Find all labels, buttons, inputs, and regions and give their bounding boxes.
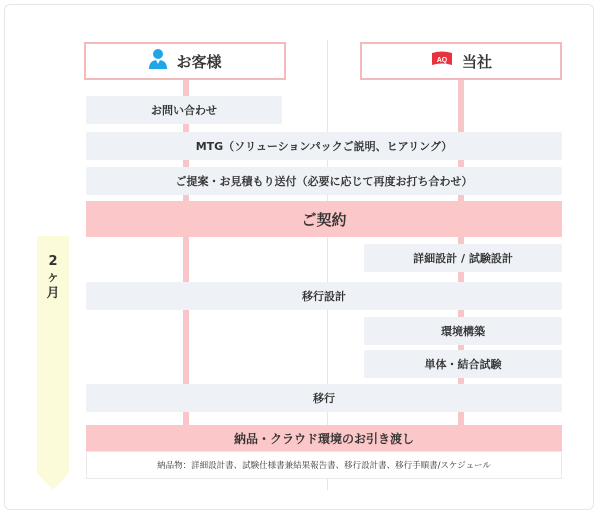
step-environment-build	[364, 317, 562, 345]
timeline-label-month: 月	[46, 286, 60, 301]
step-proposal	[86, 167, 562, 195]
step-unit-integration-test-label: 単体・結合試験	[424, 358, 502, 371]
step-detail-design-label: 詳細設計 / 試験設計	[413, 252, 513, 265]
step-migration-label: 移行	[313, 392, 335, 405]
timeline-arrow	[37, 236, 69, 491]
customer-header-label: お客様	[176, 52, 222, 71]
deliverables-note-text: 納品物：詳細設計書、試験仕様書兼結果報告書、移行設計書、移行手順書/スケジュール	[157, 461, 491, 471]
step-inquiry-label: お問い合わせ	[151, 104, 217, 117]
step-migration-design-label: 移行設計	[302, 290, 346, 303]
company-logo-icon	[430, 50, 454, 72]
company-header-label: 当社	[461, 52, 492, 71]
step-mtg-label: MTG（ソリューションパックご説明、ヒアリング）	[195, 140, 453, 153]
step-unit-integration-test	[364, 350, 562, 378]
svg-text:AQ: AQ	[436, 57, 448, 64]
customer-header	[84, 42, 286, 80]
step-migration	[86, 384, 562, 412]
column-divider	[327, 40, 328, 490]
step-migration-design	[86, 282, 562, 310]
person-icon	[148, 48, 168, 74]
step-environment-build-label: 環境構築	[441, 325, 485, 338]
step-mtg	[86, 132, 562, 160]
step-contract	[86, 201, 562, 237]
company-header	[360, 42, 562, 80]
step-contract-label: ご契約	[301, 210, 347, 229]
step-detail-design	[364, 244, 562, 272]
step-inquiry	[86, 96, 282, 124]
deliverables-note	[86, 451, 562, 479]
step-proposal-label: ご提案・お見積もり送付（必要に応じて再度お打ち合わせ）	[175, 175, 473, 188]
step-delivery-label: 納品・クラウド環境のお引き渡し	[233, 431, 414, 446]
timeline-label-number: 2	[48, 254, 58, 269]
timeline-label-ke: ヶ	[46, 270, 60, 285]
step-delivery	[86, 425, 562, 451]
